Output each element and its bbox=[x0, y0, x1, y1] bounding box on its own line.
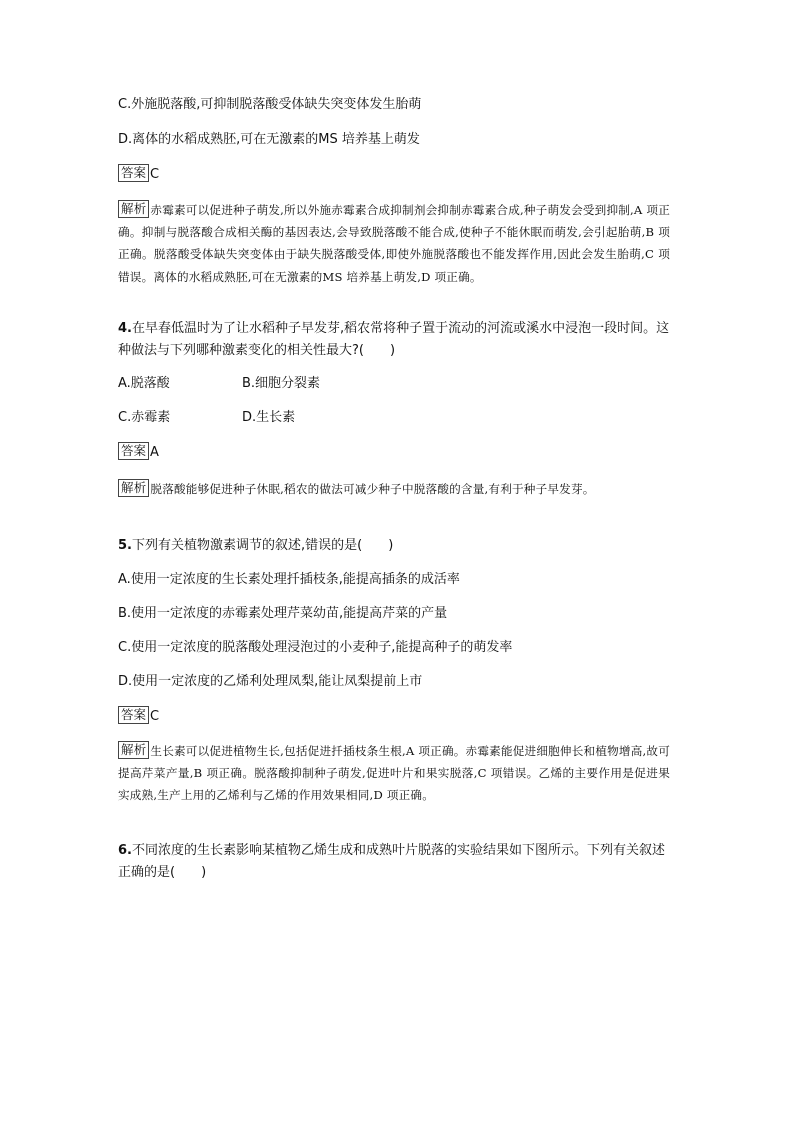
analysis-block bbox=[118, 199, 670, 288]
option-d: D.离体的水稻成熟胚,可在无激素的MS 培养基上萌发 bbox=[118, 132, 420, 147]
answer-line bbox=[118, 442, 159, 463]
answer-value: A bbox=[150, 445, 159, 460]
answer-tag: 答案 bbox=[118, 164, 149, 182]
question-stem: 在早春低温时为了让水稻种子早发芽,稻农常将种子置于流动的河流或溪水中浸泡一段时间。这种做法与下列哪种激素变化的相关性最大?( ) bbox=[118, 321, 670, 358]
question-6 bbox=[118, 840, 674, 884]
analysis-tag: 解析 bbox=[118, 200, 149, 218]
question-number: 6. bbox=[118, 843, 132, 858]
question-number: 5. bbox=[118, 538, 132, 553]
answer-line bbox=[118, 706, 159, 727]
analysis-text: 生长素可以促进植物生长,包括促进扦插枝条生根,A 项正确。赤霉素能促进细胞伸长和植物增高,故可提高芹菜产量,B 项正确。脱落酸抑制种子萌发,促进叶片和果实脱落,C 项错误。乙烯的主要作用是促进果实成熟,生产上用的乙烯利与乙烯的作用效果相同,D 项正确。 bbox=[118, 744, 670, 803]
option-a: A.使用一定浓度的生长素处理扦插枝条,能提高插条的成活率 bbox=[118, 572, 460, 587]
option-b: B.细胞分裂素 bbox=[242, 376, 321, 391]
question-stem: 不同浓度的生长素影响某植物乙烯生成和成熟叶片脱落的实验结果如下图所示。下列有关叙述正确的是( ) bbox=[118, 843, 665, 880]
answer-value: C bbox=[150, 709, 160, 724]
answer-tag: 答案 bbox=[118, 706, 149, 724]
options-row-cd bbox=[118, 408, 296, 428]
options-row-ab bbox=[118, 374, 321, 394]
analysis-text: 赤霉素可以促进种子萌发,所以外施赤霉素合成抑制剂会抑制赤霉素合成,种子萌发会受到抑制,A 项正确。抑制与脱落酸合成相关酶的基因表达,会导致脱落酸不能合成,使种子不能休眠而萌发,会引起胎萌,B 项正确。脱落酸受体缺失突变体由于缺失脱落酸受体,即使外施脱落酸也不能发挥作用,因此会发生胎萌,C 项错误。离体的水稻成熟胚,可在无激素的MS 培养基上萌发,D 项正确。 bbox=[118, 203, 670, 284]
analysis-tag: 解析 bbox=[118, 479, 149, 497]
answer-tag: 答案 bbox=[118, 442, 149, 460]
answer-line bbox=[118, 164, 159, 185]
option-d: D.生长素 bbox=[242, 410, 296, 425]
answer-value: C bbox=[150, 167, 160, 182]
question-stem: 下列有关植物激素调节的叙述,错误的是( ) bbox=[131, 538, 394, 553]
analysis-block bbox=[118, 478, 670, 500]
analysis-text: 脱落酸能够促进种子休眠,稻农的做法可减少种子中脱落酸的含量,有利于种子早发芽。 bbox=[150, 482, 595, 496]
option-c: C.使用一定浓度的脱落酸处理浸泡过的小麦种子,能提高种子的萌发率 bbox=[118, 640, 513, 655]
option-c: C.赤霉素 bbox=[118, 410, 171, 425]
option-d: D.使用一定浓度的乙烯利处理凤梨,能让凤梨提前上市 bbox=[118, 674, 423, 689]
option-b: B.使用一定浓度的赤霉素处理芹菜幼苗,能提高芹菜的产量 bbox=[118, 606, 448, 621]
question-4 bbox=[118, 318, 674, 362]
analysis-tag: 解析 bbox=[118, 741, 149, 759]
question-number: 4. bbox=[118, 321, 132, 336]
question-5 bbox=[118, 536, 393, 556]
analysis-block bbox=[118, 740, 670, 807]
option-c: C.外施脱落酸,可抑制脱落酸受体缺失突变体发生胎萌 bbox=[118, 97, 422, 112]
option-a: A.脱落酸 bbox=[118, 376, 170, 391]
